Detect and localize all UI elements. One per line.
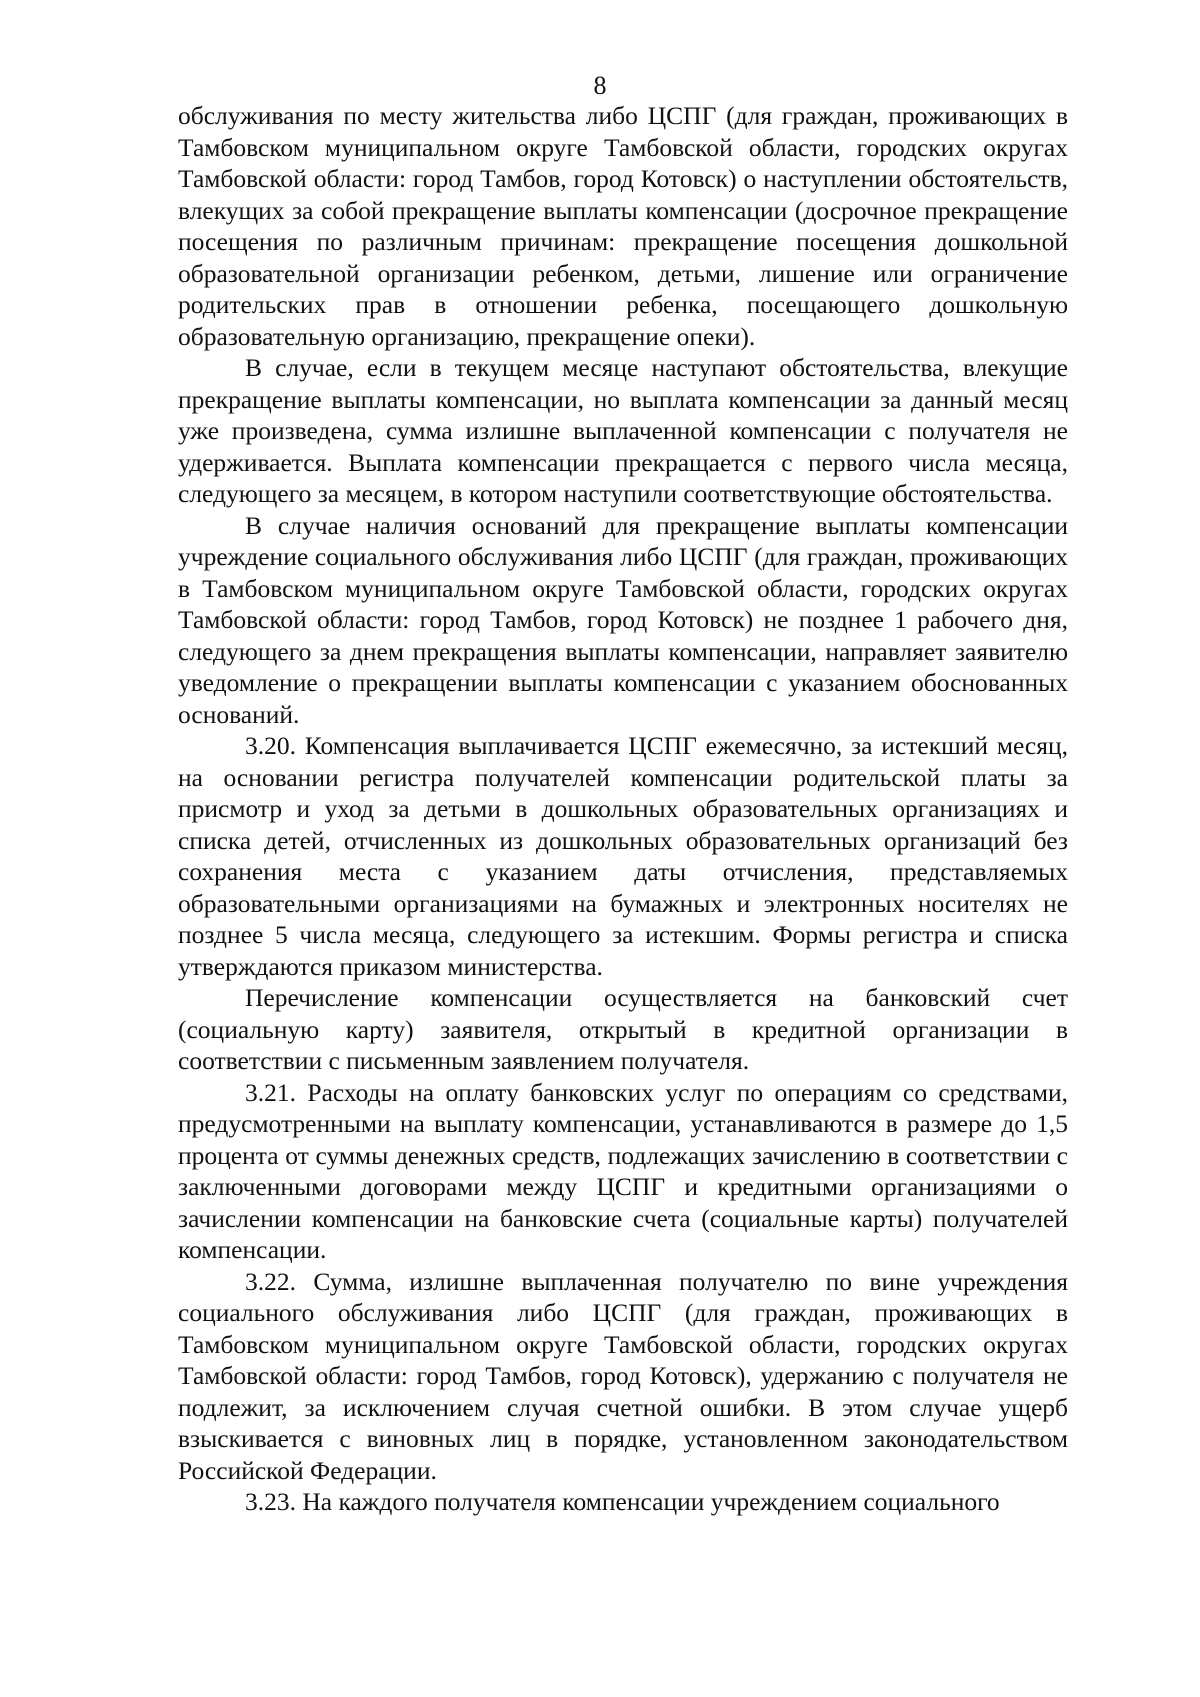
paragraph-continuation: обслуживания по месту жительства либо ЦСПГ (для граждан, проживающих в Тамбовском муниципальном округе Тамбовской области, городских округах Тамбовской области: город Тамбов, город Котовск) о наступлении обстоятельств, влекущих за собой прекращение выплаты компенсации (досрочное прекращение посещения по различным причинам: прекращение посещения дошкольной образовательной организации ребенком, детьми, лишение или ограничение родительских прав в отношении ребенка, посещающего дошкольную образовательную организацию, прекращение опеки). <box>178 101 1068 351</box>
paragraph-3-21: 3.21. Расходы на оплату банковских услуг по операциям со средствами, предусмотренными на выплату компенсации, устанавливаются в размере до 1,5 процента от суммы денежных средств, подлежащих зачислению в соответствии с заключенными договорами между ЦСПГ и кредитными организациями о зачислении компенсации на банковские счета (социальные карты) получателей компенсации. <box>178 1077 1068 1264</box>
page-number: 8 <box>593 71 607 100</box>
document-body <box>178 100 1068 1518</box>
paragraph-3-20: 3.20. Компенсация выплачивается ЦСПГ ежемесячно, за истекший месяц, на основании регистра получателей компенсации родительской платы за присмотр и уход за детьми в дошкольных образовательных организациях и списка детей, отчисленных из дошкольных образовательных организаций без сохранения места с указанием даты отчисления, представляемых образовательными организациями на бумажных и электронных носителях не позднее 5 числа месяца, следующего за истекшим. Формы регистра и списка утверждаются приказом министерства. <box>178 731 1068 981</box>
paragraph-3-22: 3.22. Сумма, излишне выплаченная получателю по вине учреждения социального обслуживания либо ЦСПГ (для граждан, проживающих в Тамбовском муниципальном округе Тамбовской области, городских округах Тамбовской области: город Тамбов, город Котовск), удержанию с получателя не подлежит, за исключением случая счетной ошибки. В этом случае ущерб взыскивается с виновных лиц в порядке, установленном законодательством Российской Федерации. <box>178 1266 1068 1485</box>
paragraph-3-23: 3.23. На каждого получателя компенсации учреждением социального <box>245 1487 1000 1516</box>
paragraph-termination-notice: В случае наличия оснований для прекращение выплаты компенсации учреждение социального обслуживания либо ЦСПГ (для граждан, проживающих в Тамбовском муниципальном округе Тамбовской области, городских округах Тамбовской области: город Тамбов, город Котовск) не позднее 1 рабочего дня, следующего за днем прекращения выплаты компенсации, направляет заявителю уведомление о прекращении выплаты компенсации с указанием обоснованных оснований. <box>178 510 1068 729</box>
paragraph-overpayment: В случае, если в текущем месяце наступают обстоятельства, влекущие прекращение выплаты компенсации, но выплата компенсации за данный месяц уже произведена, сумма излишне выплаченной компенсации с получателя не удерживается. Выплата компенсации прекращается с первого числа месяца, следующего за месяцем, в котором наступили соответствующие обстоятельства. <box>178 353 1068 508</box>
paragraph-transfer: Перечисление компенсации осуществляется на банковский счет (социальную карту) заявителя, открытый в кредитной организации в соответствии с письменным заявлением получателя. <box>178 983 1068 1075</box>
